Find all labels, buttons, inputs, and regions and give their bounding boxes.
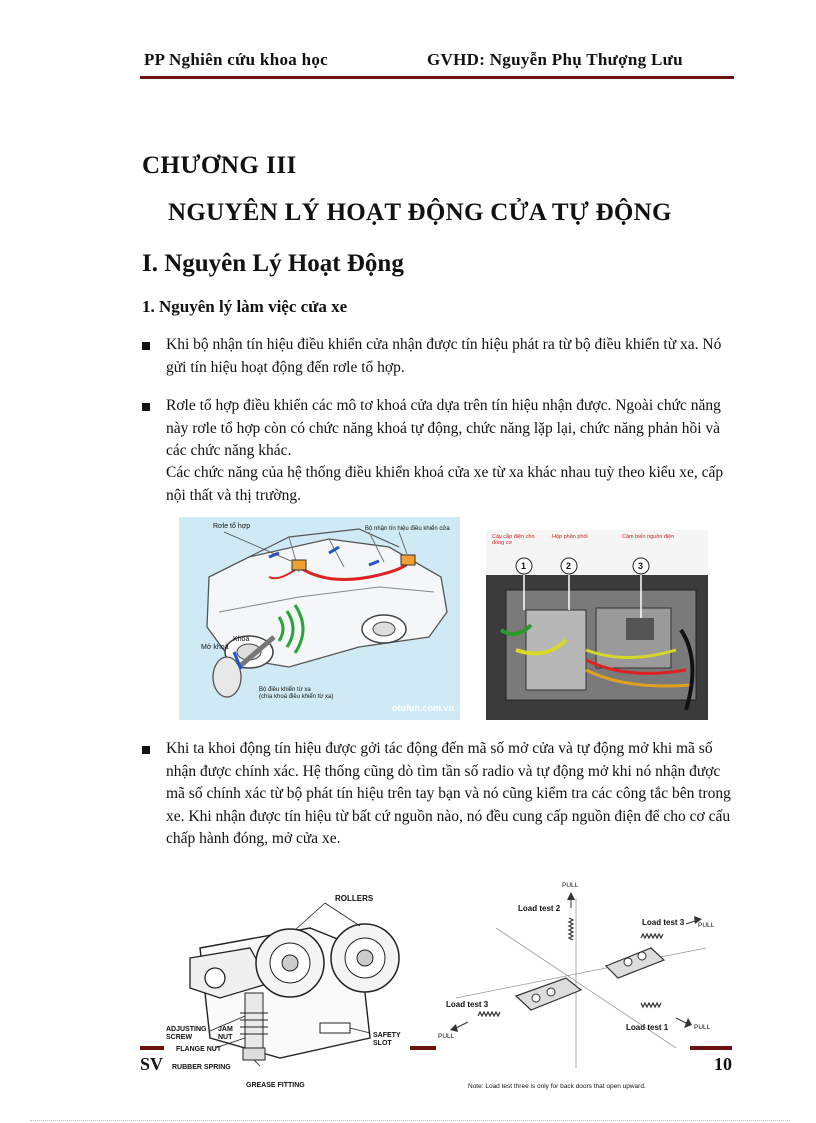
label-fuse-2: Hộp phân phối xyxy=(552,534,588,540)
page-number: 10 xyxy=(714,1054,732,1074)
load-test-note: Note: Load test three is only for back doors that open upward. xyxy=(468,1083,646,1090)
paragraph-3: Khi ta khoi động tín hiệu được gởi tác động đến mã số mở cửa và tự động mở khi mã số nhận được chính xác. Hệ thống cũng dò tìm tần số radio và tự động mở khi nó nhận được mã số chính xác từ bộ phát tín hiệu trên tay bạn và nó cũng kiểm tra các công tắc bên trong xe. Khi nhận được tín hiệu từ bất cứ nguồn nào, nó đều cung cấp nguồn điện để cho cơ cấu chấp hành đóng, mở cửa xe. xyxy=(166,740,731,847)
label-lock: Khoá xyxy=(233,636,250,643)
label-safety-slot-2: SLOT xyxy=(373,1040,392,1047)
label-load-test-3-right: Load test 3 xyxy=(642,918,685,927)
label-receiver: Bộ nhận tín hiệu điều khiển cửa xyxy=(365,526,450,532)
paragraph-2-continued: Các chức năng của hệ thống điều khiển khoá cửa xe từ xa khác nhau tuỳ theo kiểu xe, cấp nội thất và thị trường. xyxy=(166,464,724,504)
label-adjusting-screw: ADJUSTING xyxy=(166,1026,207,1033)
page-edge xyxy=(30,1120,790,1121)
label-pull-top: PULL xyxy=(562,882,579,889)
label-adjusting-screw-2: SCREW xyxy=(166,1034,193,1041)
label-load-test-1: Load test 1 xyxy=(626,1023,669,1032)
label-pull-left: PULL xyxy=(438,1033,455,1040)
distribution-box-figure xyxy=(486,530,708,720)
label-rollers: ROLLERS xyxy=(335,894,374,903)
chapter-number: CHƯƠNG III xyxy=(142,152,297,179)
roller-assembly-drawing xyxy=(160,888,420,1093)
bullet-marker xyxy=(142,746,150,754)
label-fuse-1: Cây cắp điện cho đồng cơ xyxy=(492,534,535,546)
label-pull-right: PULL xyxy=(698,922,715,929)
label-pull-bottom: PULL xyxy=(694,1024,711,1031)
label-load-test-2: Load test 2 xyxy=(518,904,561,913)
label-jam-nut-2: NUT xyxy=(218,1034,233,1041)
subsection-title: 1. Nguyên lý làm việc cửa xe xyxy=(142,297,348,316)
callout-number-3: 3 xyxy=(638,561,644,571)
load-test-figure xyxy=(436,878,726,1100)
callout-number-1: 1 xyxy=(521,561,527,571)
bullet-marker xyxy=(142,403,150,411)
distribution-box-photo xyxy=(486,530,708,720)
label-rubber-spring: RUBBER SPRING xyxy=(172,1064,231,1071)
section-title: I. Nguyên Lý Hoạt Động xyxy=(142,250,404,277)
footer-rule-right xyxy=(690,1046,732,1050)
roller-assembly-figure xyxy=(160,888,420,1093)
header-instructor: GVHD: Nguyễn Phụ Thượng Lưu xyxy=(427,50,683,69)
paragraph-1: Khi bộ nhận tín hiệu điều khiển cửa nhận được tín hiệu phát ra từ bộ điều khiển từ xa. Nó gửi tín hiệu hoạt động đến rơle tổ hợp. xyxy=(166,336,722,376)
header-rule xyxy=(140,76,734,79)
footer-rule-middle xyxy=(410,1046,436,1050)
label-safety-slot: SAFETY xyxy=(373,1032,401,1039)
page-header xyxy=(140,50,730,76)
load-test-drawing xyxy=(436,878,726,1100)
label-fuse-3: Cảm biến nguồn điện xyxy=(622,534,675,540)
car-remote-figure xyxy=(179,517,460,720)
header-course: PP Nghiên cứu khoa học xyxy=(144,50,328,69)
watermark: otofun.com.vn xyxy=(392,703,454,713)
bullet-marker xyxy=(142,342,150,350)
label-grease-fitting: GREASE FITTING xyxy=(246,1082,305,1089)
chapter-title: NGUYÊN LÝ HOẠT ĐỘNG CỬA TỰ ĐỘNG xyxy=(168,199,672,226)
callout-number-2: 2 xyxy=(566,561,572,571)
label-load-test-3-left: Load test 3 xyxy=(446,1000,489,1009)
footer-student: SV xyxy=(140,1054,164,1074)
car-illustration xyxy=(179,517,460,720)
label-remote-sub: (chìa khoá điều khiển từ xa) xyxy=(259,694,334,700)
footer-rule-left xyxy=(140,1046,164,1050)
label-remote: Bộ điều khiển từ xa xyxy=(259,687,311,693)
paragraph-2: Rơle tổ hợp điều khiển các mô tơ khoá cửa dựa trên tín hiệu nhận được. Ngoài chức năng này rơle tổ hợp còn có chức năng khoá tự động, chức năng lặp lại, chức năng phản hồi và các chức năng khác. xyxy=(166,397,721,459)
label-relay: Rơle tổ hợp xyxy=(213,523,251,530)
label-unlock: Mở khoá xyxy=(201,644,229,651)
label-flange-nut: FLANGE NUT xyxy=(176,1046,222,1053)
label-jam-nut: JAM xyxy=(218,1026,233,1033)
